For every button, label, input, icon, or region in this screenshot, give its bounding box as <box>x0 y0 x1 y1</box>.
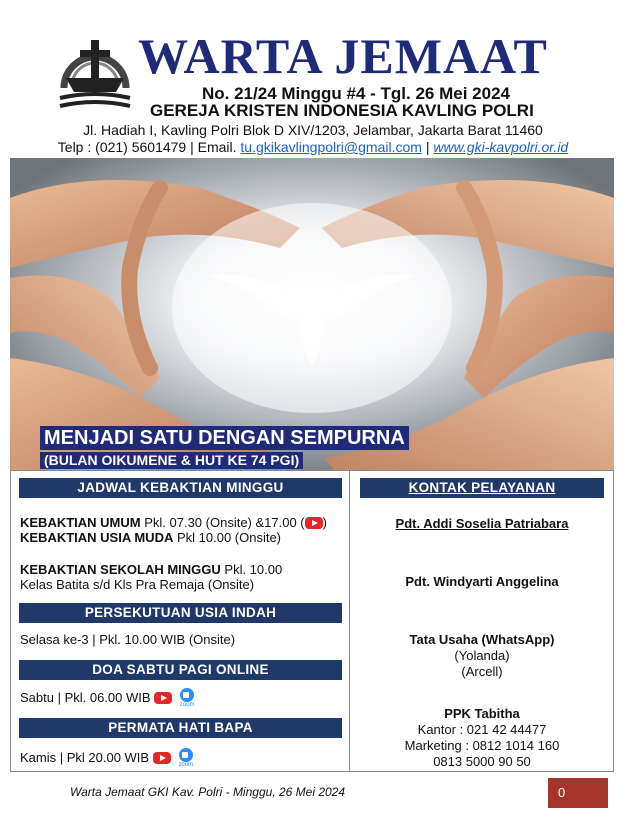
ppk-title: PPK Tabitha <box>444 706 520 721</box>
office-name-2: (Arcell) <box>461 664 503 679</box>
permata-detail: Kamis | Pkl 20.00 WIB <box>20 750 150 765</box>
usia-indah-detail: Selasa ke-3 | Pkl. 10.00 WIB (Onsite) <box>20 632 236 647</box>
ppk-office: Kantor : 021 42 44477 <box>417 722 547 737</box>
youtube-icon[interactable] <box>305 517 323 529</box>
service-umum <box>20 515 327 530</box>
footer-text: Warta Jemaat GKI Kav. Polri - Minggu, 26 Mei 2024 <box>70 785 346 799</box>
service-umum-close: ) <box>322 515 327 530</box>
youtube-icon[interactable] <box>154 692 172 704</box>
service-sm-note: Kelas Batita s/d Kls Pra Remaja (Onsite) <box>20 577 255 592</box>
service-muda-label: KEBAKTIAN USIA MUDA <box>20 530 174 545</box>
separator: | <box>421 139 434 155</box>
church-name: GEREJA KRISTEN INDONESIA KAVLING POLRI <box>150 101 534 120</box>
zoom-icon[interactable]: zoom <box>177 748 195 768</box>
contact-line <box>0 139 626 155</box>
contacts-heading: KONTAK PELAYANAN <box>360 478 604 498</box>
website-link[interactable]: www.gki-kavpolri.or.id <box>433 139 569 155</box>
email-link[interactable]: tu.gkikavlingpolri@gmail.com <box>240 139 422 155</box>
service-umum-label: KEBAKTIAN UMUM <box>20 515 141 530</box>
page-number: 0 <box>548 778 608 808</box>
issue-line: No. 21/24 Minggu #4 - Tgl. 26 Mei 2024 <box>202 84 510 103</box>
office-name-1: (Yolanda) <box>454 648 510 663</box>
youtube-icon[interactable] <box>153 752 171 764</box>
doa-detail: Sabtu | Pkl. 06.00 WIB <box>20 690 151 705</box>
church-logo <box>58 28 132 114</box>
zoom-icon[interactable]: zoom <box>178 688 196 708</box>
ppk-phone-2: 0813 5000 90 50 <box>433 754 531 769</box>
doa-row <box>20 688 196 708</box>
doa-heading: DOA SABTU PAGI ONLINE <box>19 660 342 680</box>
hero-subtitle: (BULAN OIKUMENE & HUT KE 74 PGI) <box>40 452 303 469</box>
office-title: Tata Usaha (WhatsApp) <box>409 632 555 647</box>
schedule-heading: JADWAL KEBAKTIAN MINGGU <box>19 478 342 498</box>
phone-text: Telp : (021) 5601479 | Email. <box>57 139 241 155</box>
service-sm-label: KEBAKTIAN SEKOLAH MINGGU <box>20 562 221 577</box>
service-umum-time: Pkl. 07.30 (Onsite) &17.00 ( <box>140 515 305 530</box>
pastor-2: Pdt. Windyarti Anggelina <box>405 574 559 589</box>
hero-image <box>10 158 614 470</box>
usia-indah-heading: PERSEKUTUAN USIA INDAH <box>19 603 342 623</box>
pastor-1: Pdt. Addi Soselia Patriabara <box>395 516 569 531</box>
service-muda-time: Pkl 10.00 (Onsite) <box>173 530 282 545</box>
ppk-marketing: Marketing : 0812 1014 160 <box>404 738 560 753</box>
service-sm <box>20 562 282 577</box>
permata-row <box>20 748 195 768</box>
newsletter-title: WARTA JEMAAT <box>138 28 548 84</box>
hero-title: MENJADI SATU DENGAN SEMPURNA <box>40 426 409 450</box>
church-address: Jl. Hadiah I, Kavling Polri Blok D XIV/1203, Jelambar, Jakarta Barat 11460 <box>83 122 543 138</box>
service-muda <box>20 530 281 545</box>
service-sm-time: Pkl. 10.00 <box>220 562 283 577</box>
permata-heading: PERMATA HATI BAPA <box>19 718 342 738</box>
